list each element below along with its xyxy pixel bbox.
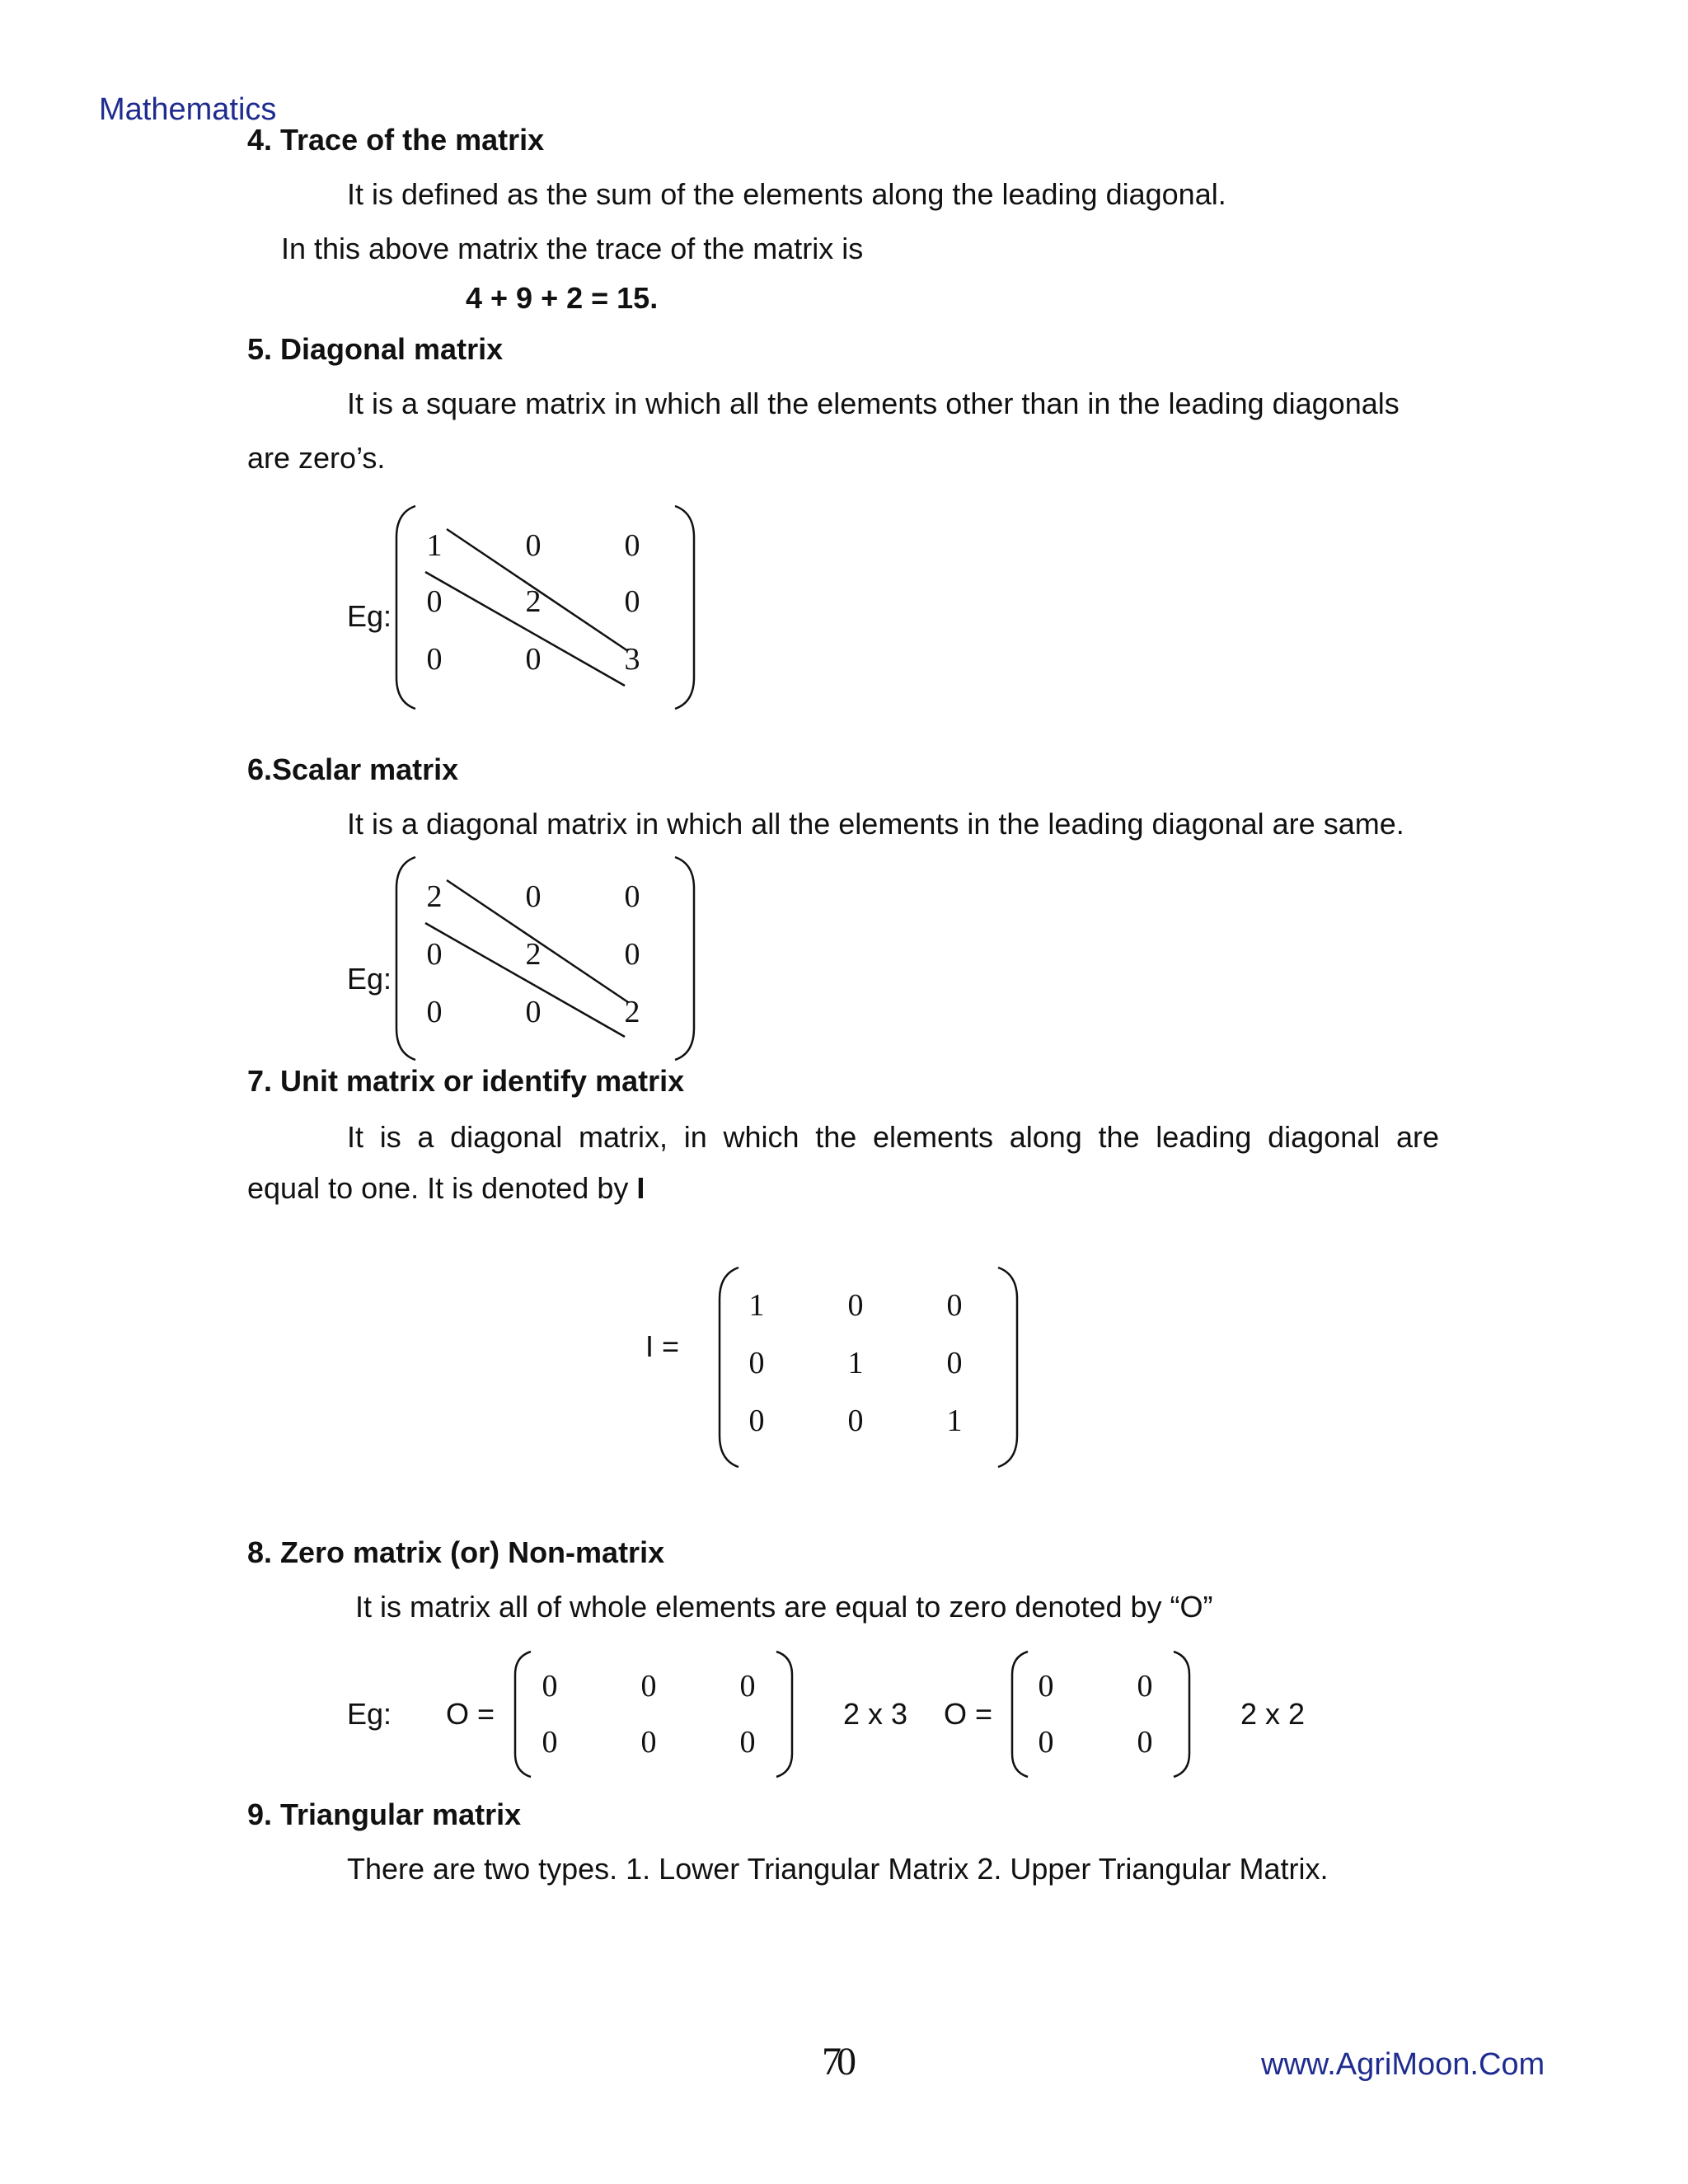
page-number: 70 <box>822 2040 851 2083</box>
unit-definition-line1: It is a diagonal matrix, in which the elements along the leading diagonal are <box>347 1120 1439 1154</box>
matrix-cell: 0 <box>946 1288 963 1323</box>
scalar-eg-label: Eg: <box>347 962 392 996</box>
section-heading-trace: 4. Trace of the matrix <box>247 123 545 157</box>
trace-result: 4 + 9 + 2 = 15. <box>466 281 659 315</box>
matrix-cell: 1 <box>748 1288 765 1323</box>
left-bracket <box>1010 1650 1031 1779</box>
matrix-cell: 0 <box>542 1669 558 1704</box>
matrix-cell: 2 <box>624 995 640 1029</box>
right-bracket <box>672 504 696 710</box>
matrix-cell: 1 <box>847 1346 864 1380</box>
right-bracket <box>773 1650 795 1779</box>
matrix-cell: 1 <box>946 1404 963 1438</box>
matrix-cell: 0 <box>1137 1669 1153 1704</box>
trace-note: In this above matrix the trace of the matrix is <box>281 232 864 265</box>
unit-matrix-label: I = <box>645 1329 680 1363</box>
zero-definition: It is matrix all of whole elements are equal to zero denoted by “O” <box>355 1590 1213 1624</box>
matrix-cell: 0 <box>624 584 640 619</box>
matrix-cell: 0 <box>640 1669 657 1704</box>
zero-matrix-a-label: O = <box>446 1697 495 1731</box>
footer-website-link[interactable]: www.AgriMoon.Com <box>1261 2047 1545 2082</box>
matrix-cell: 0 <box>525 528 542 563</box>
left-bracket <box>513 1650 534 1779</box>
right-bracket <box>672 855 696 1062</box>
matrix-cell: 0 <box>1038 1669 1054 1704</box>
matrix-cell: 0 <box>847 1288 864 1323</box>
diagonal-definition-line1: It is a square matrix in which all the elements other than in the leading diagonals <box>347 387 1400 420</box>
matrix-cell: 0 <box>640 1725 657 1760</box>
matrix-cell: 0 <box>748 1346 765 1380</box>
section-heading-zero: 8. Zero matrix (or) Non-matrix <box>247 1535 665 1569</box>
unit-definition-line2 <box>247 1170 645 1207</box>
zero-matrix-b-label: O = <box>944 1697 993 1731</box>
matrix-cell: 3 <box>624 642 640 677</box>
scalar-definition: It is a diagonal matrix in which all the elements in the leading diagonal are same. <box>347 807 1404 841</box>
section-heading-scalar: 6.Scalar matrix <box>247 752 459 786</box>
matrix-cell: 2 <box>426 879 443 914</box>
matrix-cell: 0 <box>525 879 542 914</box>
matrix-cell: 2 <box>525 584 542 619</box>
zero-eg-label: Eg: <box>347 1697 392 1731</box>
left-bracket <box>717 1266 742 1469</box>
unit-definition-text: equal to one. It is denoted by <box>247 1171 629 1205</box>
matrix-cell: 0 <box>542 1725 558 1760</box>
matrix-cell: 0 <box>426 642 443 677</box>
right-bracket <box>995 1266 1020 1469</box>
header-subject: Mathematics <box>99 92 277 127</box>
identity-symbol: I <box>636 1171 645 1205</box>
matrix-cell: 0 <box>426 584 443 619</box>
matrix-cell: 0 <box>1137 1725 1153 1760</box>
trace-definition: It is defined as the sum of the elements along the leading diagonal. <box>347 177 1226 211</box>
triangular-definition: There are two types. 1. Lower Triangular Matrix 2. Upper Triangular Matrix. <box>347 1852 1329 1886</box>
zero-matrix-b-order: 2 x 2 <box>1240 1697 1306 1731</box>
matrix-cell: 0 <box>426 995 443 1029</box>
matrix-cell: 0 <box>946 1346 963 1380</box>
diagonal-eg-label: Eg: <box>347 599 392 633</box>
matrix-cell: 0 <box>748 1404 765 1438</box>
section-heading-diagonal: 5. Diagonal matrix <box>247 332 504 366</box>
matrix-cell: 0 <box>525 995 542 1029</box>
matrix-cell: 1 <box>426 528 443 563</box>
zero-matrix-a-order: 2 x 3 <box>843 1697 908 1731</box>
matrix-cell: 0 <box>847 1404 864 1438</box>
right-bracket <box>1170 1650 1192 1779</box>
section-heading-triangular: 9. Triangular matrix <box>247 1797 522 1831</box>
matrix-cell: 0 <box>624 528 640 563</box>
section-heading-unit: 7. Unit matrix or identify matrix <box>247 1064 685 1098</box>
matrix-cell: 0 <box>1038 1725 1054 1760</box>
matrix-cell: 0 <box>525 642 542 677</box>
matrix-cell: 2 <box>525 937 542 972</box>
matrix-cell: 0 <box>624 879 640 914</box>
matrix-cell: 0 <box>739 1725 756 1760</box>
matrix-cell: 0 <box>426 937 443 972</box>
matrix-cell: 0 <box>739 1669 756 1704</box>
matrix-cell: 0 <box>624 937 640 972</box>
diagonal-definition-line2: are zero’s. <box>247 441 386 475</box>
